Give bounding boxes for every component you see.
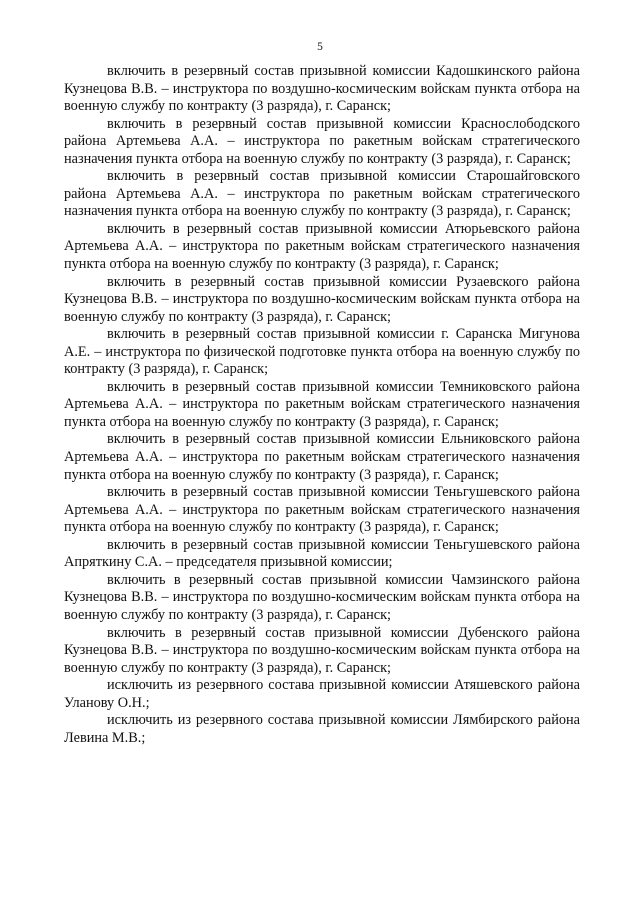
paragraph: исключить из резервного состава призывной комиссии Лямбирского района Левина М.В.; [64, 712, 580, 746]
paragraph: включить в резервный состав призывной комиссии Краснослободского района Артемьева А.А. – инструктора по ракетным войскам стратегического назначения пункта отбора на военную службу по контракту (3 разряда), г. Саранск; [64, 115, 580, 167]
paragraph: включить в резервный состав призывной комиссии Темниковского района Артемьева А.А. – инструктора по ракетным войскам стратегического назначения пункта отбора на военную службу по контракту (3 разряда), г. Саранск; [64, 378, 580, 430]
paragraph: включить в резервный состав призывной комиссии Кадошкинского района Кузнецова В.В. – инструктора по воздушно-космическим войскам пункта отбора на военную службу по контракту (3 разряда), г. Саранск; [64, 63, 580, 115]
paragraph: включить в резервный состав призывной комиссии г. Саранска Мигунова А.Е. – инструктора по физической подготовке пункта отбора на военную службу по контракту (3 разряда), г. Саранск; [64, 326, 580, 378]
paragraph: включить в резервный состав призывной комиссии Ельниковского района Артемьева А.А. – инструктора по ракетным войскам стратегического назначения пункта отбора на военную службу по контракту (3 разряда), г. Саранск; [64, 431, 580, 483]
paragraph: включить в резервный состав призывной комиссии Рузаевского района Кузнецова В.В. – инструктора по воздушно-космическим войскам пункта отбора на военную службу по контракту (3 разряда), г. Саранск; [64, 273, 580, 325]
paragraph: включить в резервный состав призывной комиссии Старошайговского района Артемьева А.А. – инструктора по ракетным войскам стратегического назначения пункта отбора на военную службу по контракту (3 разряда), г. Саранск; [64, 168, 580, 220]
paragraph: включить в резервный состав призывной комиссии Чамзинского района Кузнецова В.В. – инструктора по воздушно-космическим войскам пункта отбора на военную службу по контракту (3 разряда), г. Саранск; [64, 571, 580, 623]
page-number: 5 [317, 41, 323, 53]
paragraph: включить в резервный состав призывной комиссии Теньгушевского района Артемьева А.А. – инструктора по ракетным войскам стратегического назначения пункта отбора на военную службу по контракту (3 разряда), г. Саранск; [64, 484, 580, 536]
document-body [64, 63, 580, 747]
paragraph: включить в резервный состав призывной комиссии Дубенского района Кузнецова В.В. – инструктора по воздушно-космическим войскам пункта отбора на военную службу по контракту (3 разряда), г. Саранск; [64, 624, 580, 676]
paragraph: исключить из резервного состава призывной комиссии Атяшевского района Уланову О.Н.; [64, 677, 580, 711]
paragraph: включить в резервный состав призывной комиссии Атюрьевского района Артемьева А.А. – инструктора по ракетным войскам стратегического назначения пункта отбора на военную службу по контракту (3 разряда), г. Саранск; [64, 220, 580, 273]
paragraph: включить в резервный состав призывной комиссии Теньгушевского района Апряткину С.А. – председателя призывной комиссии; [64, 536, 580, 571]
